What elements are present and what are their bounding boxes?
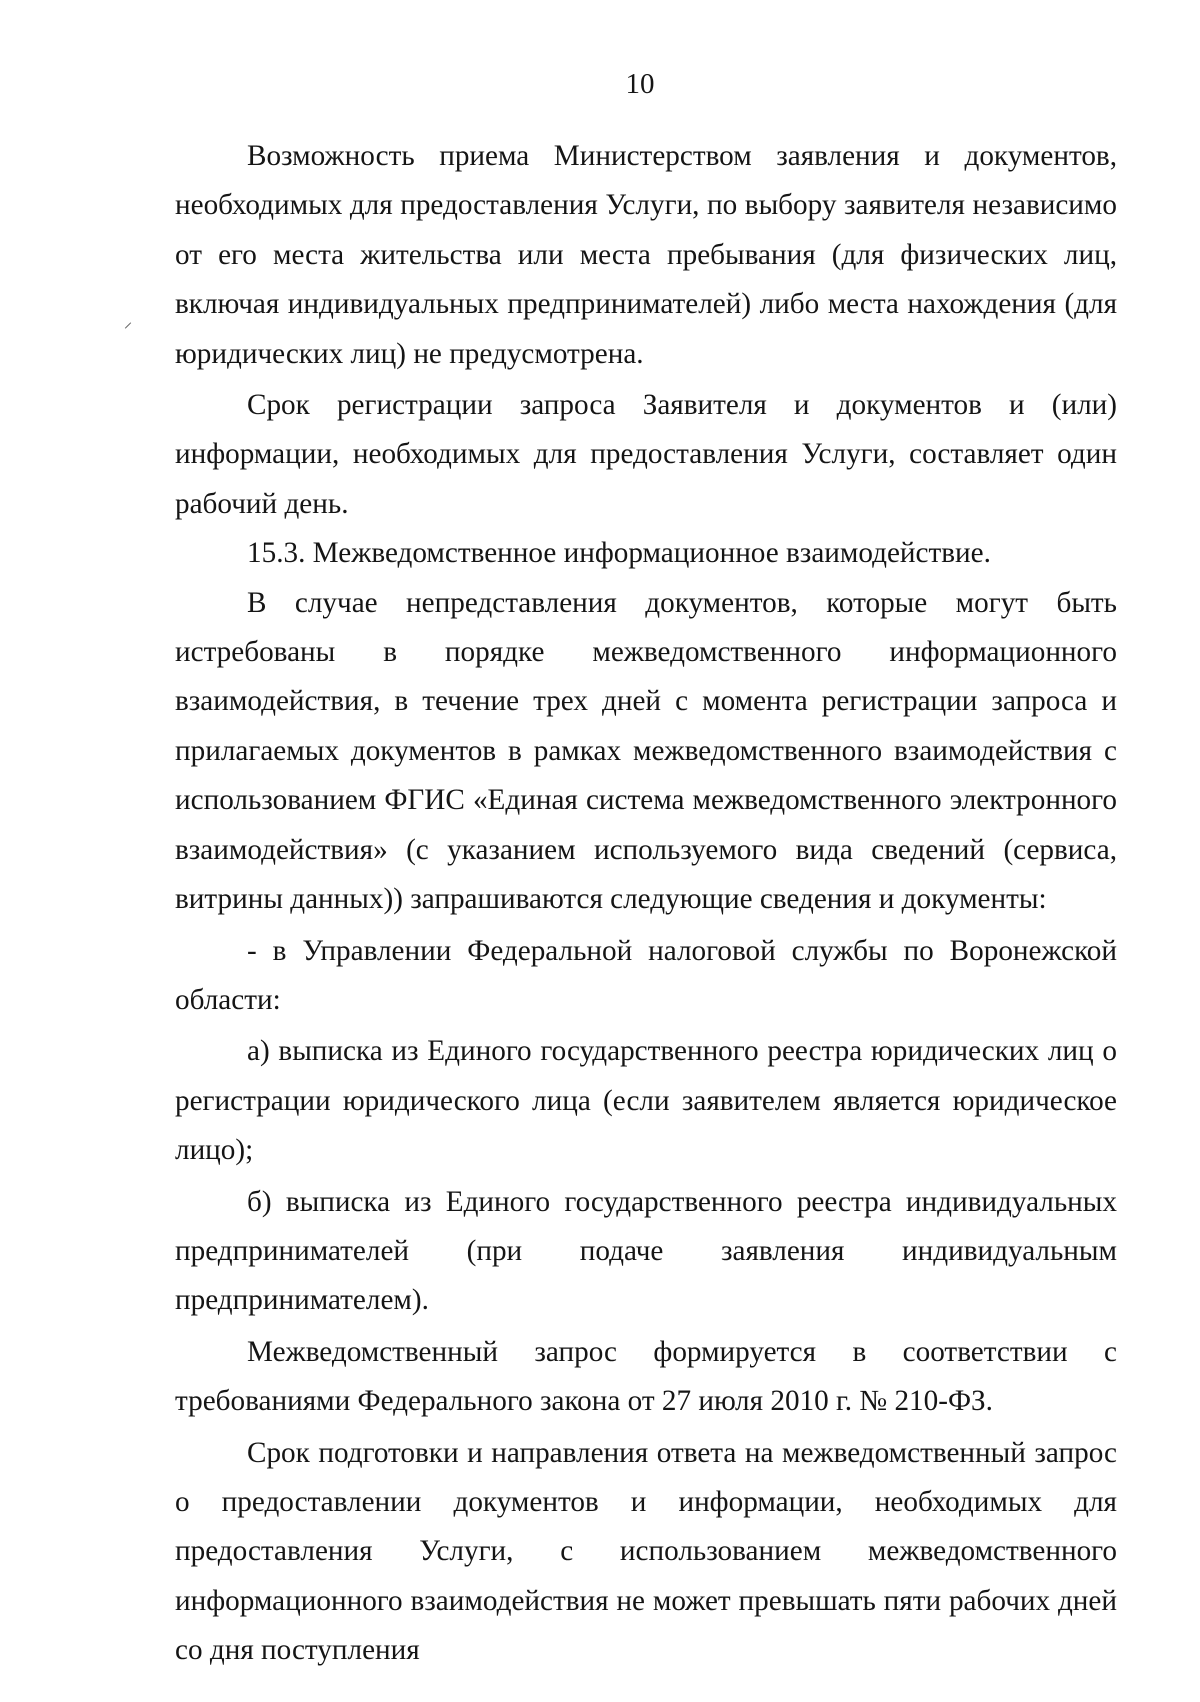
paragraph-federal-law: Межведомственный запрос формируется в соответствии с требованиями Федерального закона от 27 июля 2010 г. № 210-ФЗ. xyxy=(175,1335,1117,1418)
list-item-a-legal-entities: а) выписка из Единого государственного реестра юридических лиц о регистрации юридического лица (если заявителем является юридическое лицо); xyxy=(175,1035,1117,1167)
document-body xyxy=(175,132,1117,1676)
paragraph-application-place: Возможность приема Министерством заявления и документов, необходимых для предоставления Услуги, по выбору заявителя независимо от его места жительства или места пребывания (для физических лиц, включая индивидуальных предпринимателей) либо места нахождения (для юридических лиц) не предусмотрена. xyxy=(175,140,1117,370)
paragraph-response-term: Срок подготовки и направления ответа на межведомственный запрос о предоставлении документов и информации, необходимых для предоставления Услуги, с использованием межведомственного информационного взаимодействия не может превышать пяти рабочих дней со дня поступления xyxy=(175,1436,1117,1667)
section-heading-15-3: 15.3. Межведомственное информационное взаимодействие. xyxy=(247,537,991,570)
margin-pencil-mark xyxy=(125,322,131,328)
paragraph-interagency-request: В случае непредставления документов, которые могут быть истребованы в порядке межведомственного информационного взаимодействия, в течение трех дней с момента регистрации запроса и прилагаемых документов в рамках межведомственного взаимодействия с использованием ФГИС «Единая система межведомственного электронного взаимодействия» (с указанием используемого вида сведений (сервиса, витрины данных)) запрашиваются следующие сведения и документы: xyxy=(175,586,1117,916)
paragraph-registration-term: Срок регистрации запроса Заявителя и документов и (или) информации, необходимых для предоставления Услуги, составляет один рабочий день. xyxy=(175,389,1117,520)
list-item-b-entrepreneurs: б) выписка из Единого государственного реестра индивидуальных предпринимателей (при подаче заявления индивидуальным предпринимателем). xyxy=(175,1185,1117,1317)
page-number: 10 xyxy=(625,68,655,100)
list-item-tax-service: - в Управлении Федеральной налоговой службы по Воронежской области: xyxy=(175,934,1117,1016)
